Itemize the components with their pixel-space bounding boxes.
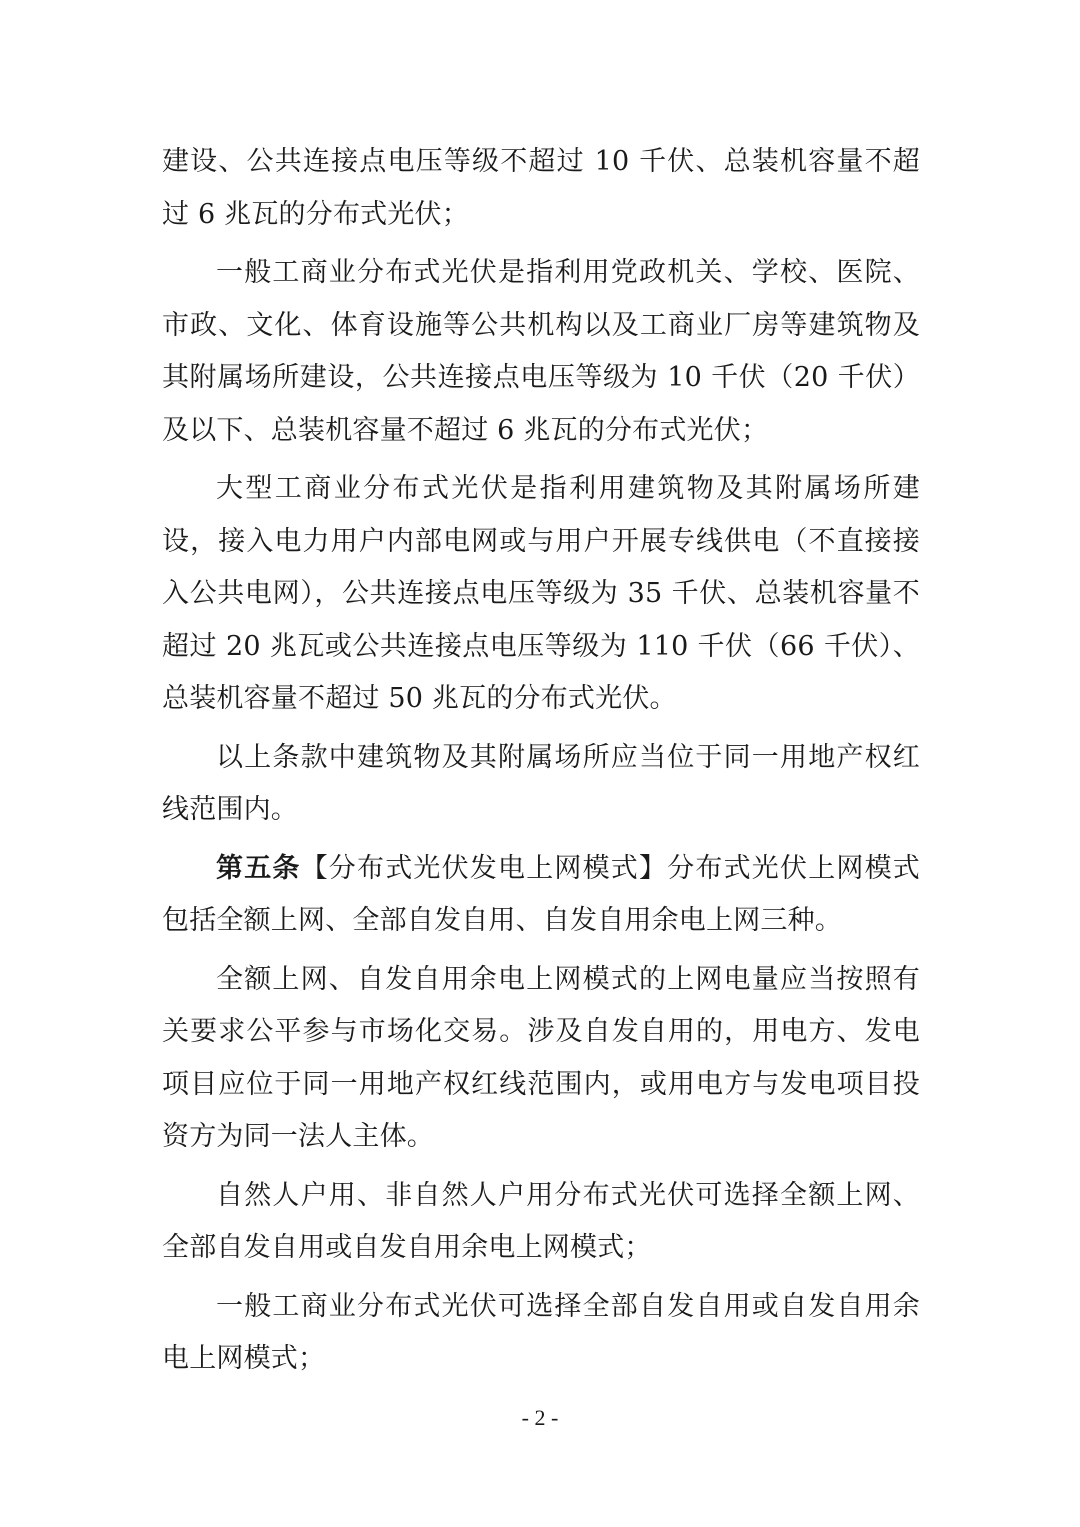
page-number: - 2 - (521, 1405, 559, 1430)
paragraph-7-text: 自然人户用、非自然人户用分布式光伏可选择全额上网、全部自发自用或自发自用余电上网模式； (162, 1179, 920, 1263)
body-text (162, 136, 920, 1392)
paragraph-4 (162, 732, 920, 837)
paragraph-2 (162, 247, 920, 457)
paragraph-6 (162, 954, 920, 1164)
paragraph-1-text: 建设、公共连接点电压等级不超过 10 千伏、总装机容量不超过 6 兆瓦的分布式光伏； (162, 146, 920, 230)
paragraph-7 (162, 1170, 920, 1275)
paragraph-8 (162, 1281, 920, 1386)
paragraph-8-text: 一般工商业分布式光伏可选择全部自发自用或自发自用余电上网模式； (162, 1290, 920, 1374)
paragraph-6-text: 全额上网、自发自用余电上网模式的上网电量应当按照有关要求公平参与市场化交易。涉及自发自用的，用电方、发电项目应位于同一用地产权红线范围内，或用电方与发电项目投资方为同一法人主体。 (162, 963, 920, 1152)
paragraph-3 (162, 463, 920, 726)
paragraph-2-text: 一般工商业分布式光伏是指利用党政机关、学校、医院、市政、文化、体育设施等公共机构以及工商业厂房等建筑物及其附属场所建设，公共连接点电压等级为 10 千伏（20 千伏）及以下、总装机容量不超过 6 兆瓦的分布式光伏； (162, 257, 920, 446)
article-5-paragraph (162, 843, 920, 948)
article-5-text: 【分布式光伏发电上网模式】分布式光伏上网模式包括全额上网、全部自发自用、自发自用余电上网三种。 (162, 852, 920, 936)
article-5-heading: 第五条 (216, 852, 301, 884)
paragraph-3-text: 大型工商业分布式光伏是指利用建筑物及其附属场所建设，接入电力用户内部电网或与用户开展专线供电（不直接接入公共电网），公共连接点电压等级为 35 千伏、总装机容量不超过 20 兆瓦或公共连接点电压等级为 110 千伏（66 千伏）、总装机容量不超过 50 兆瓦的分布式光伏。 (162, 473, 920, 714)
paragraph-1 (162, 136, 920, 241)
paragraph-4-text: 以上条款中建筑物及其附属场所应当位于同一用地产权红线范围内。 (162, 741, 920, 825)
